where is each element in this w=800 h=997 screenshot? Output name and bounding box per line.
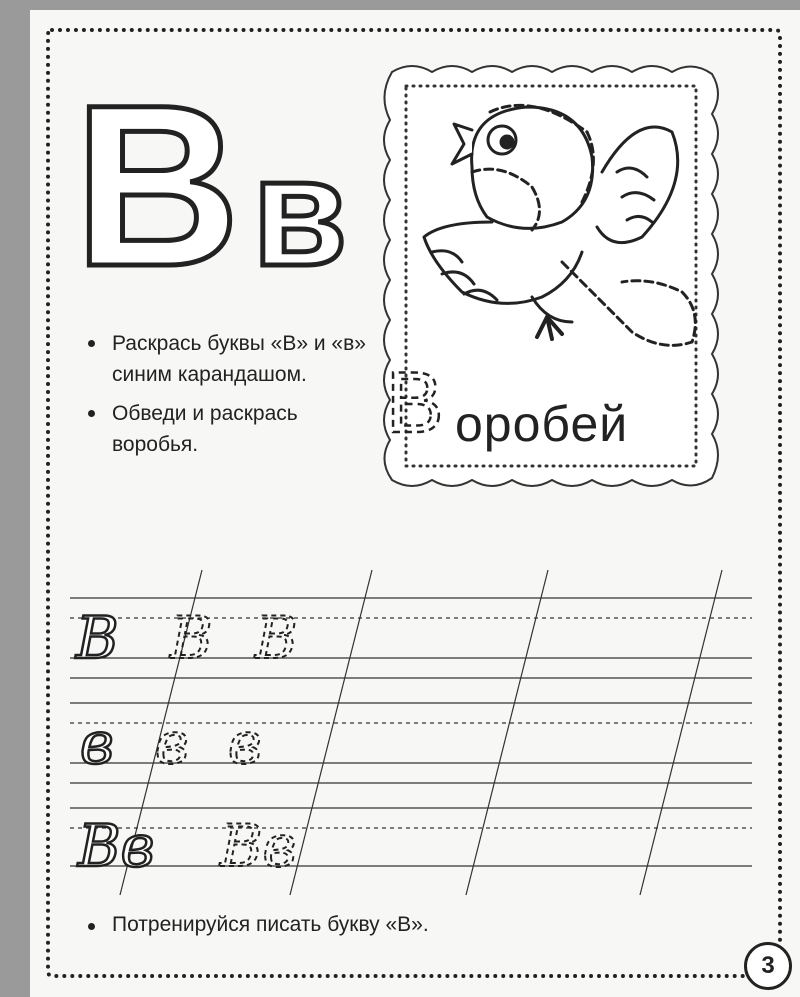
instruction-item: Обведи и раскрась воробья.: [88, 398, 368, 460]
instructions-list: [88, 328, 368, 468]
practice-row1-traced: В: [170, 604, 213, 672]
practice-row2-sample: в: [80, 709, 114, 777]
practice-row1-traced: В: [255, 604, 298, 672]
practice-row1-sample: В: [76, 604, 119, 672]
practice-row2-traced: в: [228, 709, 262, 777]
page-number: 3: [744, 942, 792, 990]
big-letters: [74, 70, 374, 280]
card-dashed-letter: В: [386, 355, 444, 451]
practice-row3-sample: Вв: [78, 812, 155, 880]
instruction-item: Раскрась буквы «В» и «в» синим карандашом.: [88, 328, 368, 390]
big-upper-letter: В: [74, 70, 241, 280]
practice-row3-traced: Вв: [220, 812, 297, 880]
handwriting-practice-area: [0, 560, 800, 900]
practice-row2-traced: в: [155, 709, 189, 777]
big-lower-letter: в: [252, 125, 348, 280]
practice-instruction: Потренируйся писать букву «В».: [88, 913, 429, 937]
card-word: оробей: [455, 396, 629, 452]
